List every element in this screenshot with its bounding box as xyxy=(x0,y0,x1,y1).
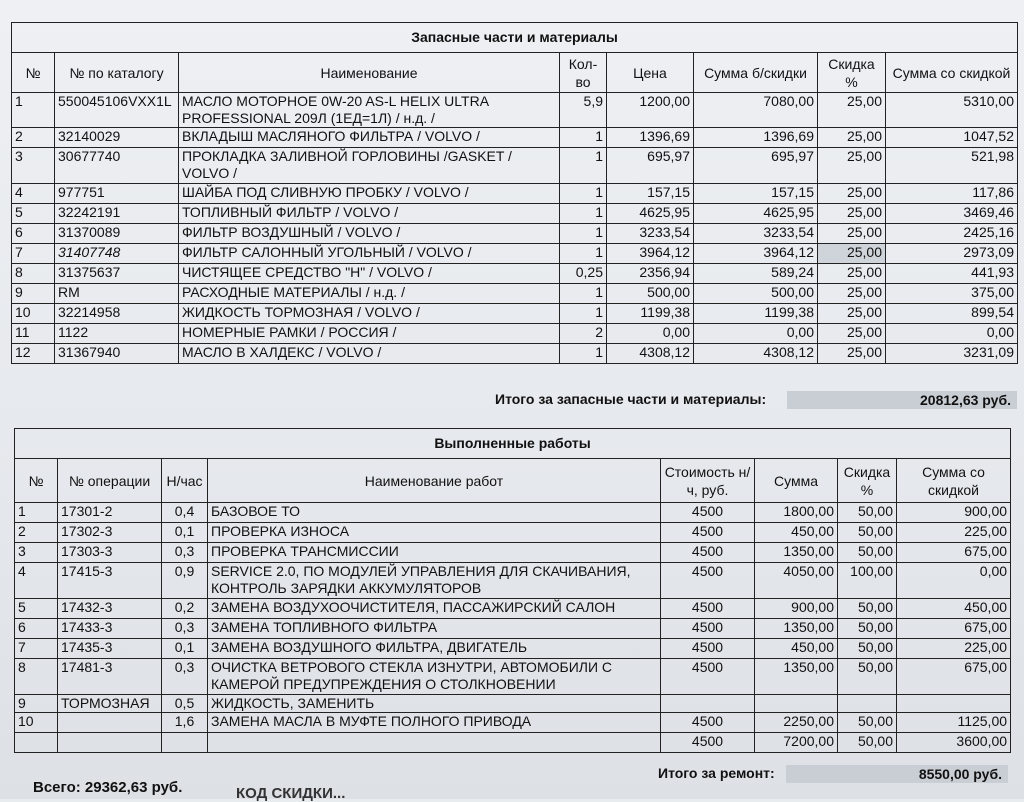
row-num: 4 xyxy=(12,184,55,204)
row-name: ТОПЛИВНЫЙ ФИЛЬТР / VOLVO / xyxy=(179,204,560,224)
row-hours: 0,2 xyxy=(162,599,208,619)
row-num: 6 xyxy=(12,224,55,244)
row-op xyxy=(58,713,162,733)
parts-total-value: 20812,63 руб. xyxy=(787,391,1017,409)
row-rate: 4500 xyxy=(661,639,755,659)
row-work-name: ЗАМЕНА ТОПЛИВНОГО ФИЛЬТРА xyxy=(208,619,661,639)
table-row xyxy=(12,244,1018,264)
col-op: № операции xyxy=(58,459,162,503)
row-total: 225,00 xyxy=(897,639,1011,659)
row-total: 3231,09 xyxy=(886,344,1018,364)
table-row xyxy=(12,344,1018,364)
col-sum: Сумма xyxy=(755,459,838,503)
col-catalog: № по каталогу xyxy=(55,53,179,93)
row-sum: 1350,00 xyxy=(755,659,838,695)
row-name: ШАЙБА ПОД СЛИВНУЮ ПРОБКУ / VOLVO / xyxy=(179,184,560,204)
row-qty: 2 xyxy=(560,324,607,344)
row-discount: 25,00 xyxy=(818,244,886,264)
row-qty: 1 xyxy=(560,244,607,264)
parts-title: Запасные части и материалы xyxy=(12,23,1018,53)
row-catalog: 30677740 xyxy=(55,148,179,184)
row-work-name: ПРОВЕРКА ТРАНСМИССИИ xyxy=(208,543,661,563)
row-catalog: RM xyxy=(55,284,179,304)
row-num: 2 xyxy=(15,523,58,543)
row-sum: 0,00 xyxy=(694,324,818,344)
row-hours: 0,4 xyxy=(162,503,208,523)
row-catalog: 31375637 xyxy=(55,264,179,284)
table-row xyxy=(12,204,1018,224)
row-price: 0,00 xyxy=(607,324,694,344)
row-catalog: 31370089 xyxy=(55,224,179,244)
col-discount: Скидка % xyxy=(818,53,886,93)
row-op: 17415-3 xyxy=(58,563,162,599)
row-hours: 0,3 xyxy=(162,543,208,563)
row-discount: 25,00 xyxy=(818,184,886,204)
row-num: 8 xyxy=(15,659,58,695)
table-row xyxy=(15,659,1011,695)
row-qty: 1 xyxy=(560,184,607,204)
row-qty: 0,25 xyxy=(560,264,607,284)
row-total: 450,00 xyxy=(897,599,1011,619)
col-work-name: Наименование работ xyxy=(208,459,661,503)
row-discount: 25,00 xyxy=(818,224,886,244)
row-num: 12 xyxy=(12,344,55,364)
row-total: 3600,00 xyxy=(897,733,1011,753)
row-catalog: 32140029 xyxy=(55,128,179,148)
row-qty: 1 xyxy=(560,344,607,364)
row-num: 10 xyxy=(12,304,55,324)
col-num: № xyxy=(15,459,58,503)
row-op xyxy=(58,733,162,753)
row-op: 17435-3 xyxy=(58,639,162,659)
row-total: 1125,00 xyxy=(897,713,1011,733)
row-op: 17301-2 xyxy=(58,503,162,523)
table-row xyxy=(15,695,1011,713)
row-op: ТОРМОЗНАЯ xyxy=(58,695,162,713)
row-total: 2425,16 xyxy=(886,224,1018,244)
row-qty: 1 xyxy=(560,148,607,184)
row-name: ФИЛЬТР ВОЗДУШНЫЙ / VOLVO / xyxy=(179,224,560,244)
row-price: 695,97 xyxy=(607,148,694,184)
row-num: 9 xyxy=(15,695,58,713)
table-row xyxy=(15,563,1011,599)
row-price: 1396,69 xyxy=(607,128,694,148)
row-name: НОМЕРНЫЕ РАМКИ / РОССИЯ / xyxy=(179,324,560,344)
row-catalog: 31367940 xyxy=(55,344,179,364)
table-row xyxy=(12,304,1018,324)
row-work-name: ЖИДКОСТЬ, ЗАМЕНИТЬ xyxy=(208,695,661,713)
row-total: 899,54 xyxy=(886,304,1018,324)
row-total: 0,00 xyxy=(886,324,1018,344)
row-sum: 450,00 xyxy=(755,639,838,659)
row-sum: 450,00 xyxy=(755,523,838,543)
row-qty: 1 xyxy=(560,284,607,304)
row-total: 441,93 xyxy=(886,264,1018,284)
parts-rows xyxy=(12,93,1018,364)
row-hours: 0,1 xyxy=(162,639,208,659)
table-row xyxy=(12,148,1018,184)
table-row xyxy=(15,599,1011,619)
row-sum: 7080,00 xyxy=(694,93,818,128)
row-rate: 4500 xyxy=(661,563,755,599)
row-sum: 1350,00 xyxy=(755,619,838,639)
row-sum: 3964,12 xyxy=(694,244,818,264)
row-total: 900,00 xyxy=(897,503,1011,523)
row-hours: 0,3 xyxy=(162,619,208,639)
row-rate: 4500 xyxy=(661,543,755,563)
row-catalog: 550045106VXX1L xyxy=(55,93,179,128)
row-num: 2 xyxy=(12,128,55,148)
row-name: ФИЛЬТР САЛОННЫЙ УГОЛЬНЫЙ / VOLVO / xyxy=(179,244,560,264)
table-row xyxy=(12,264,1018,284)
row-total: 675,00 xyxy=(897,619,1011,639)
row-rate: 4500 xyxy=(661,503,755,523)
row-price: 1199,38 xyxy=(607,304,694,324)
row-total: 521,98 xyxy=(886,148,1018,184)
col-hours: Н/час xyxy=(162,459,208,503)
row-total: 3469,46 xyxy=(886,204,1018,224)
parts-table xyxy=(11,22,1018,364)
row-num xyxy=(15,733,58,753)
row-price: 4308,12 xyxy=(607,344,694,364)
row-discount: 25,00 xyxy=(818,93,886,128)
row-work-name: ЗАМЕНА МАСЛА В МУФТЕ ПОЛНОГО ПРИВОДА xyxy=(208,713,661,733)
row-sum: 500,00 xyxy=(694,284,818,304)
works-total-value: 8550,00 руб. xyxy=(786,765,1008,783)
row-discount: 25,00 xyxy=(818,304,886,324)
table-row xyxy=(15,543,1011,563)
row-sum: 7200,00 xyxy=(755,733,838,753)
row-sum: 1350,00 xyxy=(755,543,838,563)
row-sum: 4308,12 xyxy=(694,344,818,364)
works-total-label: Итого за ремонт: xyxy=(658,765,775,781)
row-op: 17303-3 xyxy=(58,543,162,563)
parts-total xyxy=(495,391,1017,407)
row-op: 17432-3 xyxy=(58,599,162,619)
col-sum-discount: Сумма со скидкой xyxy=(886,53,1018,93)
table-row xyxy=(12,128,1018,148)
row-op: 17481-3 xyxy=(58,659,162,695)
row-name: МАСЛО В ХАЛДЕКС / VOLVO / xyxy=(179,344,560,364)
row-total: 117,86 xyxy=(886,184,1018,204)
table-row xyxy=(15,639,1011,659)
row-work-name: ЗАМЕНА ВОЗДУХООЧИСТИТЕЛЯ, ПАССАЖИРСКИЙ САЛОН xyxy=(208,599,661,619)
row-hours: 0,5 xyxy=(162,695,208,713)
row-name: МАСЛО МОТОРНОЕ 0W-20 AS-L HELIX ULTRA PROFESSIONAL 209Л (1ЕД=1Л) / н.д. / xyxy=(179,93,560,128)
row-total: 2973,09 xyxy=(886,244,1018,264)
row-catalog: 977751 xyxy=(55,184,179,204)
table-row xyxy=(12,284,1018,304)
col-price: Цена xyxy=(607,53,694,93)
row-num: 5 xyxy=(12,204,55,224)
row-price: 2356,94 xyxy=(607,264,694,284)
row-sum xyxy=(755,695,838,713)
col-num: № xyxy=(12,53,55,93)
row-sum: 1199,38 xyxy=(694,304,818,324)
row-sum: 157,15 xyxy=(694,184,818,204)
row-discount: 25,00 xyxy=(818,324,886,344)
row-catalog: 32214958 xyxy=(55,304,179,324)
works-title: Выполненные работы xyxy=(15,429,1011,459)
row-total: 375,00 xyxy=(886,284,1018,304)
row-discount: 100,00 xyxy=(838,563,897,599)
row-discount: 50,00 xyxy=(838,659,897,695)
row-num: 8 xyxy=(12,264,55,284)
table-row xyxy=(15,619,1011,639)
row-price: 3233,54 xyxy=(607,224,694,244)
row-rate: 4500 xyxy=(661,733,755,753)
row-sum: 589,24 xyxy=(694,264,818,284)
row-num: 7 xyxy=(15,639,58,659)
row-total: 1047,52 xyxy=(886,128,1018,148)
col-discount: Скидка % xyxy=(838,459,897,503)
row-name: ПРОКЛАДКА ЗАЛИВНОЙ ГОРЛОВИНЫ /GASKET / VOLVO / xyxy=(179,148,560,184)
row-discount: 25,00 xyxy=(818,344,886,364)
row-qty: 1 xyxy=(560,128,607,148)
table-row xyxy=(15,523,1011,543)
table-row xyxy=(15,503,1011,523)
col-name: Наименование xyxy=(179,53,560,93)
row-sum: 900,00 xyxy=(755,599,838,619)
row-num: 4 xyxy=(15,563,58,599)
row-work-name: БАЗОВОЕ ТО xyxy=(208,503,661,523)
table-row xyxy=(12,324,1018,344)
row-discount: 25,00 xyxy=(818,264,886,284)
row-hours: 0,1 xyxy=(162,523,208,543)
parts-total-label: Итого за запасные части и материалы: xyxy=(495,391,767,407)
table-row xyxy=(12,224,1018,244)
row-sum: 1800,00 xyxy=(755,503,838,523)
row-num: 1 xyxy=(15,503,58,523)
row-price: 1200,00 xyxy=(607,93,694,128)
row-price: 500,00 xyxy=(607,284,694,304)
row-discount: 50,00 xyxy=(838,713,897,733)
row-total: 0,00 xyxy=(897,563,1011,599)
row-hours: 0,3 xyxy=(162,659,208,695)
col-sum: Сумма б/скидки xyxy=(694,53,818,93)
row-price: 4625,95 xyxy=(607,204,694,224)
row-num: 6 xyxy=(15,619,58,639)
row-sum: 2250,00 xyxy=(755,713,838,733)
row-catalog: 31407748 xyxy=(55,244,179,264)
row-op: 17433-3 xyxy=(58,619,162,639)
row-num: 7 xyxy=(12,244,55,264)
row-rate: 4500 xyxy=(661,713,755,733)
row-num: 5 xyxy=(15,599,58,619)
row-hours: 1,6 xyxy=(162,713,208,733)
table-row xyxy=(15,733,1011,753)
row-sum: 1396,69 xyxy=(694,128,818,148)
row-qty: 1 xyxy=(560,224,607,244)
row-name: ЖИДКОСТЬ ТОРМОЗНАЯ / VOLVO / xyxy=(179,304,560,324)
works-table xyxy=(14,428,1011,753)
row-sum: 3233,54 xyxy=(694,224,818,244)
row-discount: 50,00 xyxy=(838,619,897,639)
row-discount xyxy=(838,695,897,713)
row-total: 675,00 xyxy=(897,543,1011,563)
row-num: 10 xyxy=(15,713,58,733)
row-total xyxy=(897,695,1011,713)
row-rate: 4500 xyxy=(661,659,755,695)
table-row xyxy=(12,93,1018,128)
row-hours: 0,9 xyxy=(162,563,208,599)
row-op: 17302-3 xyxy=(58,523,162,543)
row-name: РАСХОДНЫЕ МАТЕРИАЛЫ / н.д. / xyxy=(179,284,560,304)
row-rate: 4500 xyxy=(661,523,755,543)
row-work-name: ЗАМЕНА ВОЗДУШНОГО ФИЛЬТРА, ДВИГАТЕЛЬ xyxy=(208,639,661,659)
row-qty: 5,9 xyxy=(560,93,607,128)
row-sum: 695,97 xyxy=(694,148,818,184)
row-sum: 4050,00 xyxy=(755,563,838,599)
row-num: 9 xyxy=(12,284,55,304)
row-sum: 4625,95 xyxy=(694,204,818,224)
row-catalog: 32242191 xyxy=(55,204,179,224)
row-qty: 1 xyxy=(560,204,607,224)
works-total xyxy=(658,765,1008,781)
row-discount: 50,00 xyxy=(838,599,897,619)
row-discount: 50,00 xyxy=(838,503,897,523)
row-total: 5310,00 xyxy=(886,93,1018,128)
row-discount: 50,00 xyxy=(838,733,897,753)
row-num: 1 xyxy=(12,93,55,128)
row-total: 225,00 xyxy=(897,523,1011,543)
row-discount: 50,00 xyxy=(838,639,897,659)
row-rate xyxy=(661,695,755,713)
row-discount: 25,00 xyxy=(818,284,886,304)
row-discount: 25,00 xyxy=(818,148,886,184)
row-work-name: SERVICE 2.0, ПО МОДУЛЕЙ УПРАВЛЕНИЯ ДЛЯ СКАЧИВАНИЯ, КОНТРОЛЬ ЗАРЯДКИ АККУМУЛЯТОРОВ xyxy=(208,563,661,599)
col-rate: Стоимость н/ч, руб. xyxy=(661,459,755,503)
row-work-name: ПРОВЕРКА ИЗНОСА xyxy=(208,523,661,543)
grand-total: Всего: 29362,63 руб. xyxy=(33,779,183,796)
row-discount: 50,00 xyxy=(838,523,897,543)
row-qty: 1 xyxy=(560,304,607,324)
row-discount: 50,00 xyxy=(838,543,897,563)
col-qty: Кол-во xyxy=(560,53,607,93)
works-rows xyxy=(15,503,1011,753)
row-rate: 4500 xyxy=(661,599,755,619)
table-row xyxy=(12,184,1018,204)
row-num: 11 xyxy=(12,324,55,344)
row-name: ЧИСТЯЩЕЕ СРЕДСТВО "Н" / VOLVO / xyxy=(179,264,560,284)
row-name: ВКЛАДЫШ МАСЛЯНОГО ФИЛЬТРА / VOLVO / xyxy=(179,128,560,148)
row-price: 3964,12 xyxy=(607,244,694,264)
col-sum-discount: Сумма со скидкой xyxy=(897,459,1011,503)
row-catalog: 1122 xyxy=(55,324,179,344)
row-num: 3 xyxy=(15,543,58,563)
row-discount: 25,00 xyxy=(818,128,886,148)
row-hours xyxy=(162,733,208,753)
row-work-name: ОЧИСТКА ВЕТРОВОГО СТЕКЛА ИЗНУТРИ, АВТОМОБИЛИ С КАМЕРОЙ ПРЕДУПРЕЖДЕНИЯ О СТОЛКНОВЕНИИ xyxy=(208,659,661,695)
row-work-name xyxy=(208,733,661,753)
discount-code: КОД СКИДКИ... xyxy=(236,785,346,802)
row-discount: 25,00 xyxy=(818,204,886,224)
table-row xyxy=(15,713,1011,733)
row-total: 675,00 xyxy=(897,659,1011,695)
row-price: 157,15 xyxy=(607,184,694,204)
row-num: 3 xyxy=(12,148,55,184)
row-rate: 4500 xyxy=(661,619,755,639)
